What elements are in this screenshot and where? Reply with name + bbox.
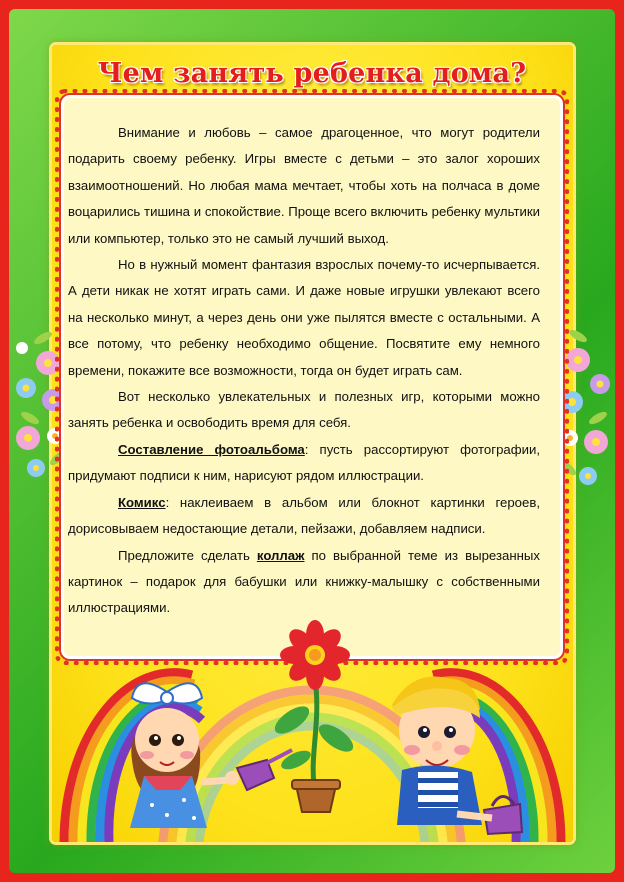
page-title: Чем занять ребенка дома? (97, 58, 527, 89)
rainbow-illustration (52, 600, 573, 842)
collage-lead: Предложите сделать (118, 547, 257, 563)
collage-description: по выбранной теме из вырезанных картинок – подарок для бабушки или книжку-малышку с собственными иллюстрациями. (68, 547, 540, 616)
term-comic: Комикс (118, 494, 166, 510)
comic-description: : наклеиваем в альбом или блокнот картинки героев, дорисовываем недостающие детали, пейзажи, добавляем надписи. (68, 494, 540, 537)
illustration-scene (52, 600, 573, 842)
paragraph-intro: Внимание и любовь – самое драгоценное, что могут родители подарить своему ребенку. Игры вместе с детьми – это залог хороших взаимоотношений. Но любая мама мечтает, чтобы хоть на полчаса в доме воцарились тишина и спокойствие. Проще всего включить ребенку мультики или компьютер, только это не самый лучший выход. (68, 125, 540, 246)
paragraph-games-intro: Вот несколько увлекательных и полезных игр, которыми можно занять ребенка и освободить время для себя. (68, 389, 540, 431)
article-body (68, 120, 540, 622)
paragraph-comic (68, 490, 540, 543)
paragraph-fantasy: Но в нужный момент фантазия взрослых почему-то исчерпывается. А дети никак не хотят играть сами. И даже новые игрушки увлекают всего на несколько минут, а через день они уже пылятся вместе с остальными. А все потому, что ребенку необходимо общение. Посвятите ему немного времени, покажите все возможности, тогда он будет играть сам. (68, 257, 540, 378)
term-collage: коллаж (256, 547, 305, 563)
photo-album-description: : пусть рассортируют фотографии, придумают подписи к ним, нарисуют рядом иллюстрации. (68, 441, 540, 484)
paragraph-photo-album (68, 437, 540, 490)
term-photo-album: Составление фотоальбома (118, 441, 305, 457)
